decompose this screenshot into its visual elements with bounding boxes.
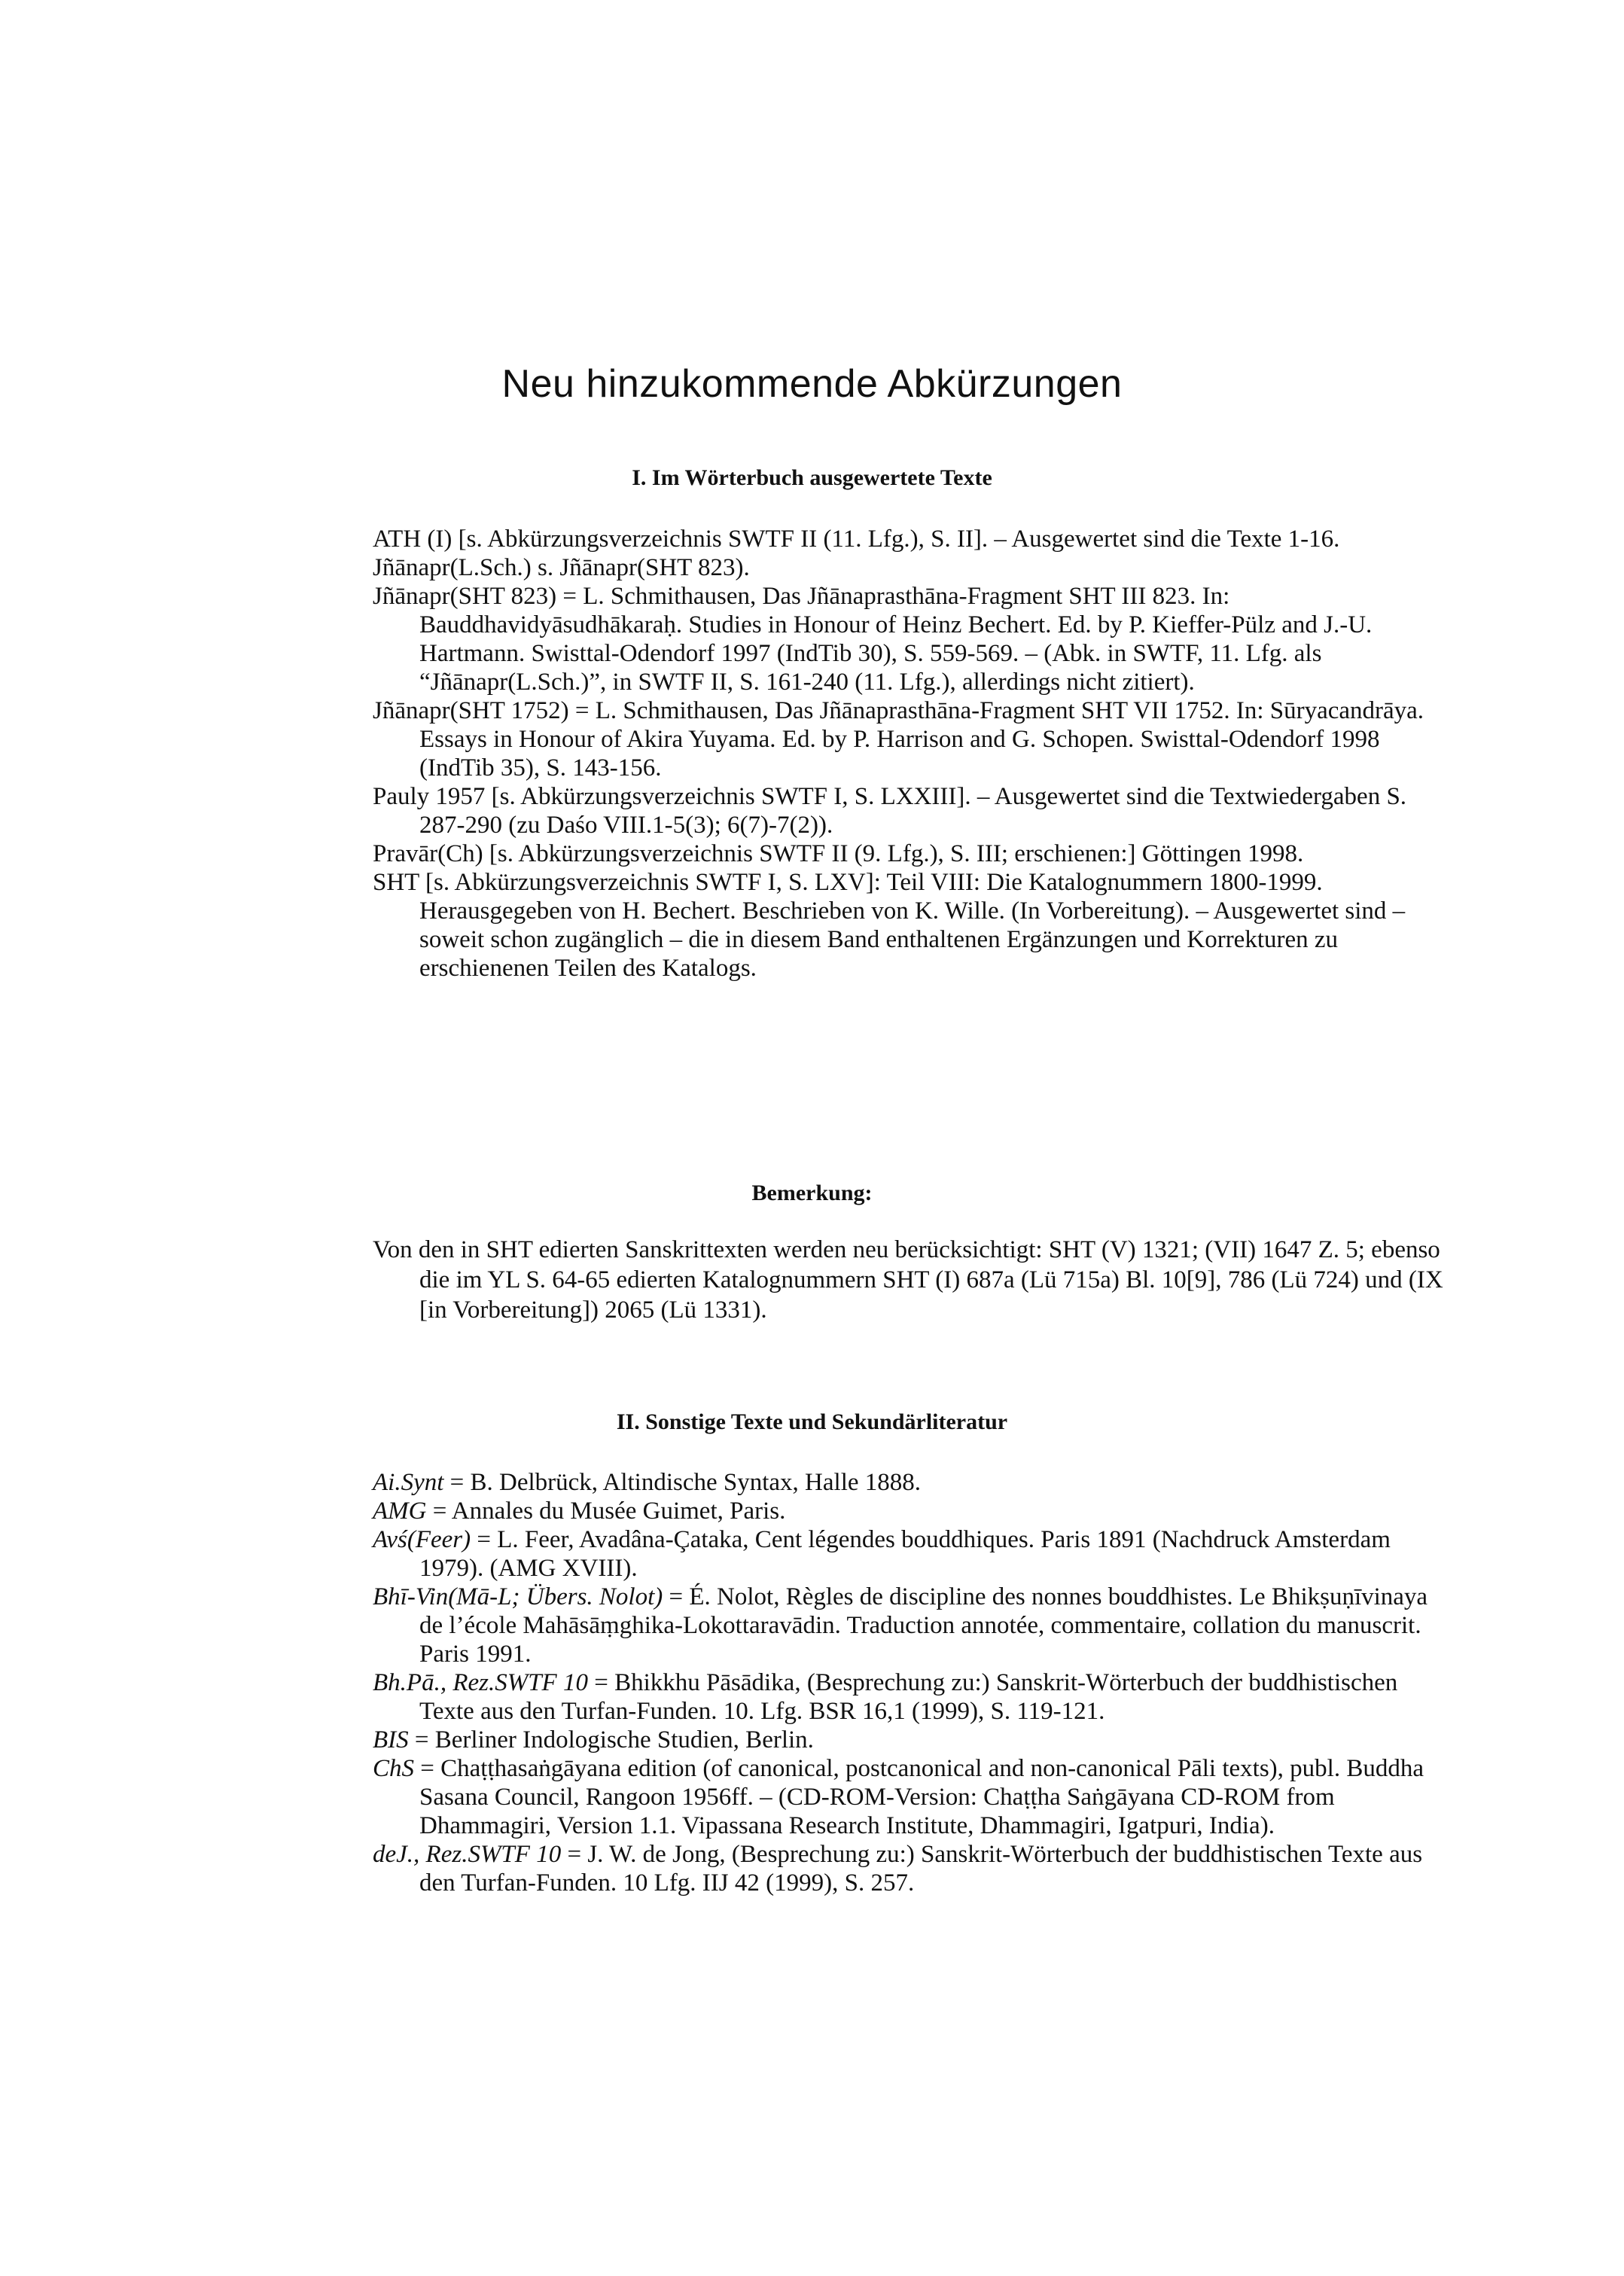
entry-text: = L. Feer, Avadâna-Çataka, Cent légendes bouddhiques. Paris 1891 (Nachdruck Amsterdam 1979). (AMG XVIII). xyxy=(419,1526,1391,1582)
entry-key: AMG xyxy=(373,1498,427,1525)
entry-text: = Bhikkhu Pāsādika, (Besprechung zu:) Sanskrit-Wörterbuch der buddhistischen Texte aus den Turfan-Funden. 10. Lfg. BSR 16,1 (1999), S. 119-121. xyxy=(419,1669,1398,1725)
entry-text: = B. Delbrück, Altindische Syntax, Halle 1888. xyxy=(443,1469,922,1496)
entry-key: Avś(Feer) xyxy=(373,1526,471,1553)
entry-jnanapr-sht-1752: Jñānapr(SHT 1752) = L. Schmithausen, Das Jñānaprasthāna-Fragment SHT VII 1752. In: Sūryacandrāya. Essays in Honour of Akira Yuyama. Ed. by P. Harrison and G. Schopen. Swisttal-Odendorf 1998 (IndTib 35), S. 143-156. xyxy=(373,697,1424,782)
entry-dej-rez xyxy=(373,1840,1457,1897)
remark-text: Von den in SHT edierten Sanskrittexten werden neu berücksichtigt: SHT (V) 1321; (VII) 1647 Z. 5; ebenso die im YL S. 64-65 edierten Katalognummern SHT (I) 687a (Lü 715a) Bl. 10[9], 786 (Lü 724) und (IX [in Vorbereitung]) 2065 (Lü 1331). xyxy=(373,1236,1443,1324)
entry-jnanapr-sht-823: Jñānapr(SHT 823) = L. Schmithausen, Das Jñānaprasthāna-Fragment SHT III 823. In: Bauddhavidyāsudhākaraḥ. Studies in Honour of Heinz Bechert. Ed. by P. Kieffer-Pülz and J.-U. Hartmann. Swisttal-Odendorf 1997 (IndTib 30), S. 559-569. – (Abk. in SWTF, 11. Lfg. als “Jñānapr(L.Sch.)”, in SWTF II, S. 161-240 (11. Lfg.), allerdings nicht zitiert). xyxy=(373,583,1373,696)
page-title: Neu hinzukommende Abkürzungen xyxy=(501,362,1123,406)
entry-key: BIS xyxy=(373,1726,409,1753)
section-1-entries xyxy=(373,525,1457,983)
entry-key: deJ., Rez.SWTF 10 xyxy=(373,1841,562,1868)
entry-amg xyxy=(373,1497,1457,1525)
entry-text: = J. W. de Jong, (Besprechung zu:) Sanskrit-Wörterbuch der buddhistischen Texte aus den Turfan-Funden. 10 Lfg. IIJ 42 (1999), S. 257. xyxy=(419,1841,1423,1897)
entry-bh-pa-rez xyxy=(373,1668,1457,1726)
entry-key: ChS xyxy=(373,1755,415,1782)
entry-sht: SHT [s. Abkürzungsverzeichnis SWTF I, S. LXV]: Teil VIII: Die Katalognummern 1800-1999. Herausgegeben von H. Bechert. Beschrieben von K. Wille. (In Vorbereitung). – Ausgewertet sind – soweit schon zugänglich – die in diesem Band enthaltenen Ergänzungen und Korrekturen zu erschienenen Teilen des Katalogs. xyxy=(373,869,1406,982)
entry-key: Bh.Pā., Rez.SWTF 10 xyxy=(373,1669,588,1696)
entry-key: Ai.Synt xyxy=(373,1469,444,1496)
remark-heading: Bemerkung: xyxy=(751,1181,873,1205)
entry-bis xyxy=(373,1726,1457,1754)
entry-pravar-ch: Pravār(Ch) [s. Abkürzungsverzeichnis SWTF II (9. Lfg.), S. III; erschienen:] Göttingen 1998. xyxy=(373,840,1304,867)
section-2-heading: II. Sonstige Texte und Sekundärliteratur xyxy=(616,1409,1008,1434)
section-2-entries xyxy=(373,1468,1457,1897)
entry-text: = Berliner Indologische Studien, Berlin. xyxy=(408,1726,814,1753)
entry-bhi-vin xyxy=(373,1583,1457,1668)
entry-key: Bhī-Vin(Mā-L; Übers. Nolot) xyxy=(373,1583,663,1610)
entry-pauly-1957: Pauly 1957 [s. Abkürzungsverzeichnis SWTF I, S. LXXIII]. – Ausgewertet sind die Textwiedergaben S. 287-290 (zu Daśo VIII.1-5(3); 6(7)-7(2)). xyxy=(373,783,1407,839)
entry-ath: ATH (I) [s. Abkürzungsverzeichnis SWTF II (11. Lfg.), S. II]. – Ausgewertet sind die Texte 1-16. xyxy=(373,526,1340,553)
entry-jnanapr-lsch: Jñānapr(L.Sch.) s. Jñānapr(SHT 823). xyxy=(373,554,750,581)
section-1-heading: I. Im Wörterbuch ausgewertete Texte xyxy=(632,465,992,490)
entry-avs-feer xyxy=(373,1525,1457,1583)
entry-text: = É. Nolot, Règles de discipline des nonnes bouddhistes. Le Bhikṣuṇīvinaya de l’école Mahāsāṃghika-Lokottaravādin. Traduction annotée, commentaire, collation du manuscrit. Paris 1991. xyxy=(419,1583,1428,1668)
entry-chs xyxy=(373,1754,1457,1840)
entry-text: = Annales du Musée Guimet, Paris. xyxy=(426,1498,786,1525)
entry-text: = Chaṭṭhasaṅgāyana edition (of canonical, postcanonical and non-canonical Pāli texts), publ. Buddha Sasana Council, Rangoon 1956ff. – (CD-ROM-Version: Chaṭṭha Saṅgāyana CD-ROM from Dhammagiri, Version 1.1. Vipassana Research Institute, Dhammagiri, Igatpuri, India). xyxy=(414,1755,1424,1839)
entry-ai-synt xyxy=(373,1468,1457,1497)
